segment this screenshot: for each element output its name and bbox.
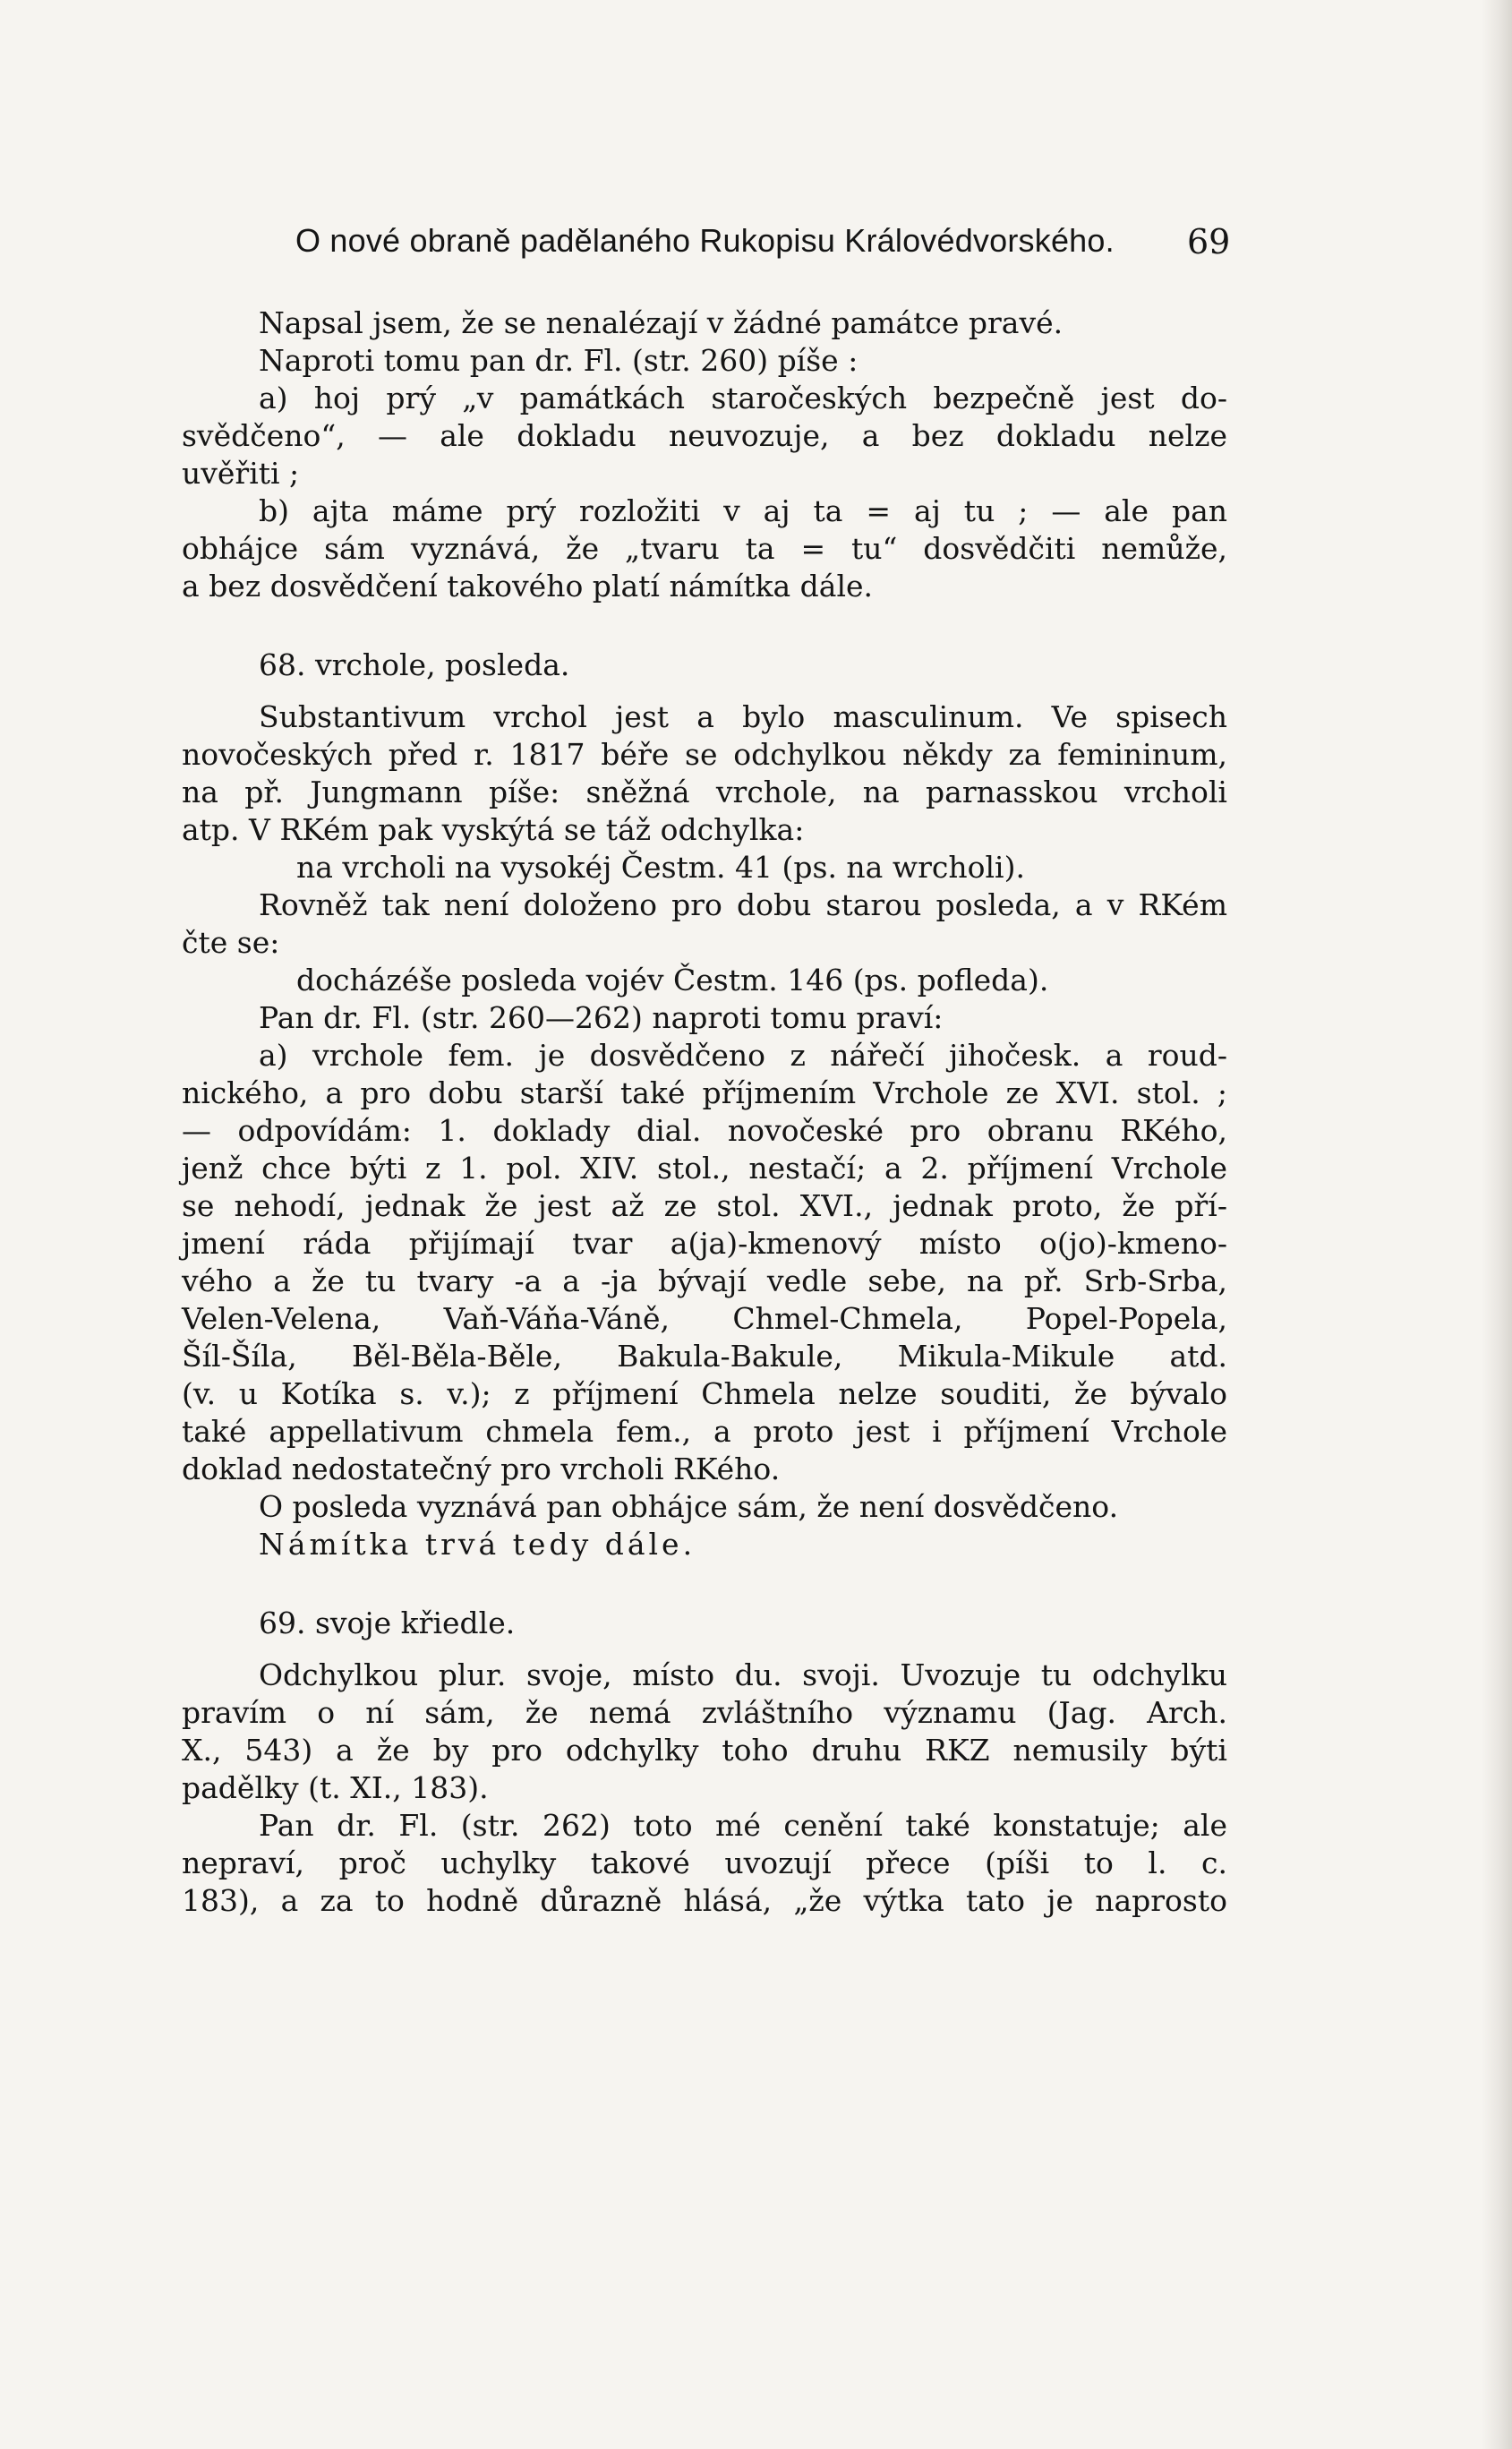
text-line: vého a že tu tvary -a a -ja bývají vedle sebe, na př. Srb-Srba,	[182, 1263, 1227, 1298]
text-line: také appellativum chmela fem., a proto jest i příjmení Vrchole	[182, 1414, 1227, 1449]
text-line: jmení ráda přijímají tvar a(ja)-kmenový místo o(jo)-kmeno-	[182, 1226, 1227, 1261]
text-line: Námítka trvá tedy dále.	[259, 1527, 696, 1562]
text-line: nického, a pro dobu starší také příjmením Vrchole ze XVI. stol. ;	[182, 1075, 1227, 1110]
text-line: se nehodí, jednak že jest až ze stol. XVI., jednak proto, že pří-	[182, 1188, 1227, 1223]
text-line: jenž chce býti z 1. pol. XIV. stol., nestačí; a 2. příjmení Vrchole	[182, 1151, 1227, 1186]
text-line: na vrcholi na vysokéj Čestm. 41 (ps. na wrcholi).	[296, 850, 1025, 885]
text-line: 69. svoje křiedle.	[259, 1606, 516, 1640]
text-line: b) ajta máme prý rozložiti v aj ta = aj tu ; — ale pan	[259, 493, 1227, 528]
text-line: Naproti tomu pan dr. Fl. (str. 260) píše :	[259, 343, 859, 378]
text-line: Pan dr. Fl. (str. 260—262) naproti tomu praví:	[259, 1000, 944, 1035]
text-line: Napsal jsem, že se nenalézají v žádné památce pravé.	[259, 305, 1064, 340]
text-line: 68. vrchole, posleda.	[259, 647, 570, 682]
text-line: doklad nedostatečný pro vrcholi RKého.	[182, 1451, 781, 1486]
text-line: na př. Jungmann píše: sněžná vrchole, na parnasskou vrcholi	[182, 775, 1227, 809]
text-line: Rovněž tak není doloženo pro dobu starou posleda, a v RKém	[259, 887, 1227, 922]
paragraph-gap	[182, 1563, 1227, 1605]
text-line: nepraví, proč uchylky takové uvozují přece (píši to l. c.	[182, 1845, 1227, 1880]
text-line: a bez dosvědčení takového platí námítka dále.	[182, 569, 874, 604]
text-line: Odchylkou plur. svoje, místo du. svoji. Uvozuje tu odchylku	[259, 1657, 1227, 1692]
text-line: a) vrchole fem. je dosvědčeno z nářečí jihočesk. a roud-	[259, 1038, 1227, 1073]
text-line: O posleda vyznává pan obhájce sám, že není dosvědčeno.	[259, 1489, 1119, 1524]
text-line: atp. V RKém pak vyskýtá se táž odchylka:	[182, 812, 805, 847]
text-line: padělky (t. XI., 183).	[182, 1770, 489, 1805]
text-line: svědčeno“, — ale dokladu neuvozuje, a bez dokladu nelze	[182, 418, 1227, 453]
paragraph-gap	[182, 605, 1227, 647]
text-line: docházéše posleda vojév Čestm. 146 (ps. pofleda).	[296, 963, 1049, 998]
text-line: pravím o ní sám, že nemá zvláštního významu (Jag. Arch.	[182, 1695, 1227, 1730]
text-line: 183), a za to hodně důrazně hlásá, „že výtka tato je naprosto	[182, 1883, 1227, 1918]
running-head: O nové obraně padělaného Rukopisu Královédvorského.	[295, 222, 1115, 259]
text-line: novočeských před r. 1817 béře se odchylkou někdy za femininum,	[182, 737, 1227, 772]
text-line: uvěřiti ;	[182, 456, 300, 491]
text-line: Substantivum vrchol jest a bylo masculinum. Ve spisech	[259, 699, 1227, 734]
text-line: (v. u Kotíka s. v.); z příjmení Chmela nelze souditi, že bývalo	[182, 1376, 1227, 1411]
paragraph-gap	[182, 684, 1227, 698]
text-line: Velen-Velena, Vaň-Váňa-Váně, Chmel-Chmela, Popel-Popela,	[182, 1301, 1227, 1336]
body-text	[182, 304, 1227, 1920]
text-line: X., 543) a že by pro odchylky toho druhu RKZ nemusily býti	[182, 1733, 1227, 1768]
page-number: 69	[1187, 222, 1231, 261]
text-line: a) hoj prý „v památkách staročeských bezpečně jest do-	[259, 381, 1227, 415]
page-edge-shadow	[1482, 0, 1512, 2449]
text-line: — odpovídám: 1. doklady dial. novočeské pro obranu RKého,	[182, 1113, 1227, 1148]
text-line: obhájce sám vyznává, že „tvaru ta = tu“ dosvědčiti nemůže,	[182, 531, 1227, 566]
text-line: Pan dr. Fl. (str. 262) toto mé cenění také konstatuje; ale	[259, 1808, 1227, 1843]
text-line: Šíl-Šíla, Běl-Běla-Běle, Bakula-Bakule, Mikula-Mikule atd.	[182, 1339, 1227, 1374]
paragraph-gap	[182, 1642, 1227, 1657]
text-line: čte se:	[182, 925, 280, 960]
